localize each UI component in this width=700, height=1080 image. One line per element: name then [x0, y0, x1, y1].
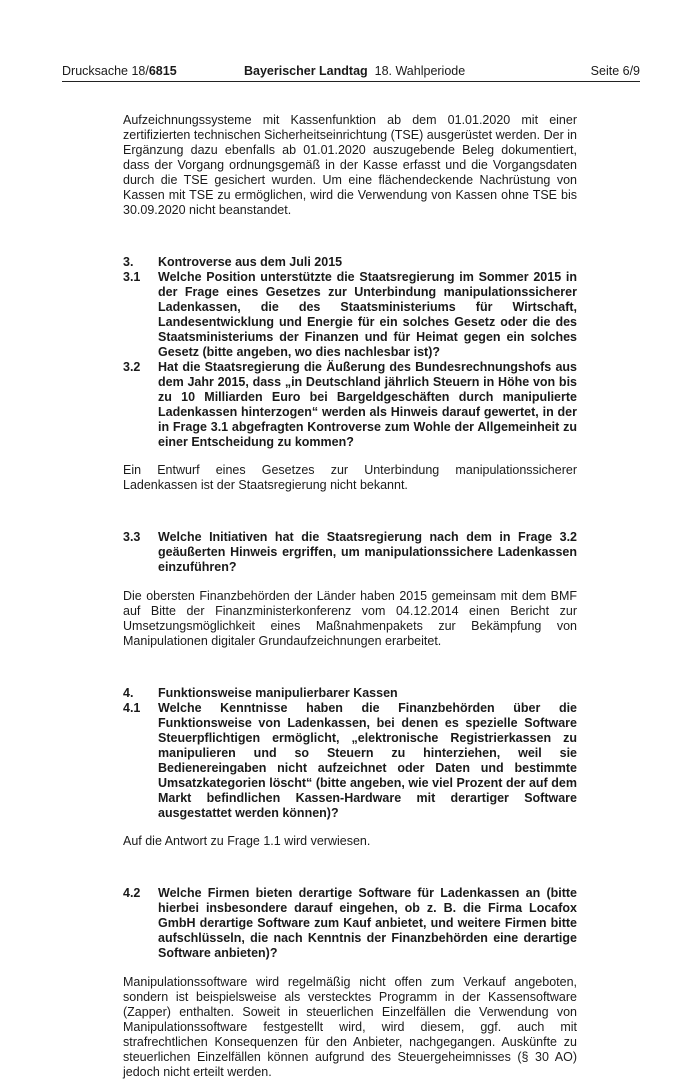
- document-number: [62, 64, 177, 78]
- section-3-number: 3.: [123, 255, 134, 269]
- question-4-2: [123, 886, 577, 961]
- question-3-3-number: 3.3: [123, 530, 141, 544]
- section-4-number: 4.: [123, 686, 134, 700]
- question-4-1: [123, 701, 577, 821]
- question-4-2-text: Welche Firmen bieten derartige Software für Ladenkassen an (bitte hierbei insbesondere darauf eingehen, ob z. B. die Firma Locafox GmbH derartige Software zum Kauf anbietet, und weitere Firmen bitte aufschlüsseln, die nach Kenntnis der Finanzbehörden eine derartige Software anbieten)?: [158, 886, 577, 960]
- question-4-1-number: 4.1: [123, 701, 141, 715]
- page-number: Seite 6/9: [590, 64, 640, 78]
- section-3-heading: [123, 255, 577, 270]
- question-3-2-text: Hat die Staatsregierung die Äußerung des Bundesrechnungshofs aus dem Jahr 2015, dass „in Deutschland jährlich Steuern in Höhe von bis zu 10 Milliarden Euro bei Bargeldgeschäften durch manipulierte Ladenkassen hinterzogen“ werden als Hinweis darauf gewertet, in der in Frage 3.1 abgefragten Kontroverse zum Wohle der Allgemeinheit zu einer Entscheidung zu kommen?: [158, 360, 577, 449]
- parliament-name: Bayerischer Landtag: [244, 64, 368, 78]
- answer-3-1: Ein Entwurf eines Gesetzes zur Unterbindung manipulationssicherer Ladenkassen ist der Staatsregierung nicht bekannt.: [123, 463, 577, 492]
- question-3-1: [123, 270, 577, 360]
- answer-4-2: Manipulationssoftware wird regelmäßig nicht offen zum Verkauf angeboten, sondern ist beispielsweise als verstecktes Programm in der Kassensoftware (Zapper) enthalten. Soweit in steuerlichen Einzelfällen die Verwendung von Manipulationssoftware festgestellt wird, wird diesem, ggf. auch mit strafrechtlichen Konsequenzen für den Anbieter, nachgegangen. Auskünfte zu steuerlichen Einzelfällen können aufgrund des Steuergeheimnisses (§ 30 AO) jedoch nicht erteilt werden.: [123, 975, 577, 1079]
- question-3-2: [123, 360, 577, 450]
- question-3-2-number: 3.2: [123, 360, 141, 374]
- question-3-3-text: Welche Initiativen hat die Staatsregierung nach dem in Frage 3.2 geäußerten Hinweis ergriffen, um manipulationssichere Ladenkassen einzuführen?: [158, 530, 577, 574]
- document-body: [123, 113, 577, 1080]
- header-rule: [62, 81, 640, 82]
- document-number-prefix: Drucksache 18/: [62, 64, 149, 78]
- question-4-2-number: 4.2: [123, 886, 141, 900]
- question-3-1-text: Welche Position unterstützte die Staatsregierung im Sommer 2015 in der Frage eines Gesetzes zur Unterbindung manipulationssicherer Ladenkassen, die des Staatsministeriums für Wirtschaft, Landesentwicklung und Energie für ein solches Gesetz oder die des Staatsministeriums der Finanzen und für Heimat gegen ein solches Gesetz (bitte angeben, wo dies nachlesbar ist)?: [158, 270, 577, 359]
- answer-4-1: Auf die Antwort zu Frage 1.1 wird verwiesen.: [123, 834, 371, 848]
- question-3-1-number: 3.1: [123, 270, 141, 284]
- section-4-title: Funktionsweise manipulierbarer Kassen: [158, 686, 398, 700]
- answer-3-3: Die obersten Finanzbehörden der Länder haben 2015 gemeinsam mit dem BMF auf Bitte der Finanzministerkonferenz vom 04.12.2014 einen Bericht zur Umsetzungsmöglichkeit eines Maßnahmenpakets zur Bekämpfung von Manipulationen digitaler Grundaufzeichnungen erarbeitet.: [123, 589, 577, 648]
- question-3-3: [123, 530, 577, 575]
- document-number-value: 6815: [148, 64, 177, 78]
- page-header: [62, 64, 640, 80]
- intro-paragraph: Aufzeichnungssysteme mit Kassenfunktion ab dem 01.01.2020 mit einer zertifizierten technischen Sicherheitseinrichtung (TSE) ausgerüstet werden. Der in Ergänzung dazu ebenfalls ab 01.01.2020 auszugebende Beleg dokumentiert, dass der Vorgang ordnungsgemäß in der Kasse erfasst und die Vorgangsdaten durch die TSE gesichert wurden. Um eine flächendeckende Nachrüstung von Kassen mit TSE zu ermöglichen, wird die Verwendung von Kassen ohne TSE bis 30.09.2020 nicht beanstandet.: [123, 113, 577, 217]
- question-4-1-text: Welche Kenntnisse haben die Finanzbehörden über die Funktionsweise von Ladenkassen, bei denen es spezielle Software Steuerpflichtigen ermöglicht, „elektronische Registrierkassen zu manipulieren und so Steuern zu hinterziehen, weil sie Bedienereingaben nicht aufzeichnet oder Daten und bestimmte Umsatzkategorien löscht“ (bitte angeben, wie viel Prozent der auf dem Markt befindlichen Kassen-Hardware mit derartiger Software ausgestattet werden können)?: [158, 701, 577, 820]
- parliament-info: [244, 64, 465, 78]
- legislative-period: 18. Wahlperiode: [374, 64, 466, 78]
- section-3-title: Kontroverse aus dem Juli 2015: [158, 255, 343, 269]
- section-4-heading: [123, 686, 577, 701]
